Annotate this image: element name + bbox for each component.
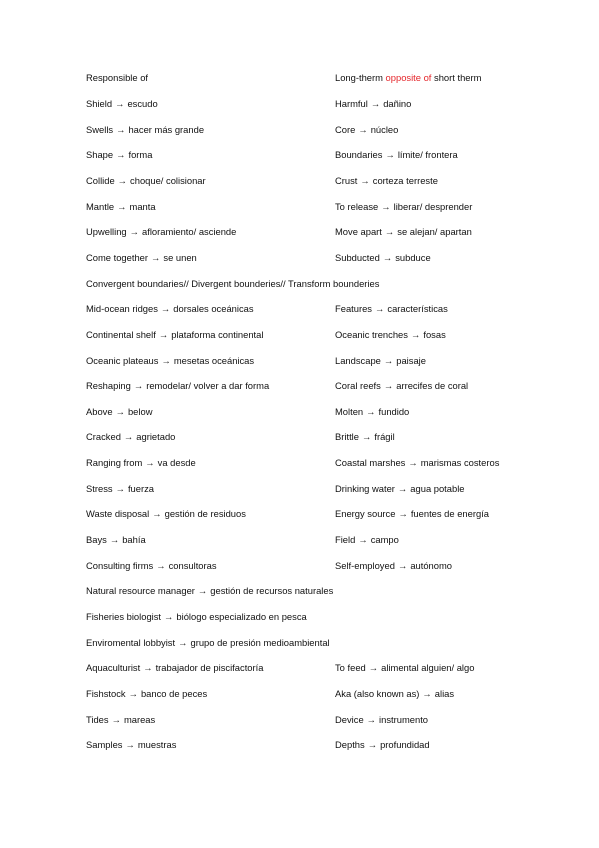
term-english: To feed [335,662,366,673]
term-spanish: banco de peces [140,688,208,699]
arrow-icon: → [115,98,125,109]
vocab-row [86,225,526,239]
vocab-full-entry [86,636,330,650]
arrow-icon: → [410,329,421,340]
term-english: Tides [86,714,109,725]
arrow-icon: → [117,201,127,212]
term-english: Cracked [86,431,121,442]
term-spanish: características [387,303,448,314]
term-english: Shield [86,98,113,109]
arrow-icon: → [375,303,385,314]
vocab-left-entry [86,738,176,752]
term-spanish: plataforma continental [171,329,264,340]
term-spanish: consultoras [168,560,217,571]
arrow-icon: → [397,560,408,571]
vocab-left-entry [86,456,196,470]
term-spanish: dorsales oceánicas [173,303,254,314]
term-english: Mantle [86,201,115,212]
term-english: Natural resource manager [86,585,195,596]
term-spanish: se unen [163,252,197,263]
vocab-left-entry [86,354,254,368]
term-english: Bays [86,534,107,545]
term-english: Continental shelf [86,329,156,340]
vocab-right-entry [335,123,398,137]
term-english: Features [335,303,372,314]
term-english: Ranging from [86,457,143,468]
term-spanish: subduce [395,252,431,263]
term-english: Boundaries [335,149,383,160]
term-english: Drinking water [335,483,395,494]
term-spanish: mareas [123,714,156,725]
term-spanish: corteza terreste [372,175,438,186]
term-spanish: agua potable [410,483,465,494]
vocab-right-entry [335,200,472,214]
vocab-left-entry [86,405,152,419]
vocab-row [86,636,526,650]
header-right-before: Long-therm [335,72,386,83]
term-english: Stress [86,483,113,494]
term-english: Samples [86,739,123,750]
term-english: Move apart [335,226,382,237]
vocab-row [86,584,526,598]
arrow-icon: → [367,739,378,750]
vocab-left-entry [86,97,158,111]
arrow-icon: → [381,201,391,212]
vocab-right-entry [335,738,430,752]
term-spanish: fuentes de energía [410,508,490,519]
vocab-left-entry [86,713,155,727]
term-spanish: liberar/ desprender [393,201,473,212]
vocab-right-entry [335,559,452,573]
term-spanish: forma [128,149,153,160]
arrow-icon: → [366,406,376,417]
arrow-icon: → [116,149,126,160]
vocab-row [86,251,526,265]
vocab-row [86,123,526,137]
term-spanish: límite/ frontera [397,149,458,160]
arrow-icon: → [161,355,171,366]
vocab-row [86,174,526,188]
arrow-icon: → [109,534,120,545]
vocab-right-entry [335,713,428,727]
vocab-right-entry [335,482,465,496]
header-left-text: Responsible of [86,72,149,83]
term-english: To release [335,201,379,212]
arrow-icon: → [398,508,408,519]
vocab-right-entry [335,354,426,368]
arrow-icon: → [143,662,153,673]
vocab-left-entry [86,482,154,496]
term-spanish: va desde [157,457,196,468]
term-spanish: escudo [127,98,158,109]
term-spanish: alimental alguien/ algo [381,662,475,673]
term-spanish: gestión de recursos naturales [210,585,334,596]
term-spanish: profundidad [380,739,430,750]
arrow-icon: → [422,688,432,699]
vocab-row [86,97,526,111]
term-spanish: frágil [374,431,395,442]
term-english: Consulting firms [86,560,154,571]
vocab-right-entry [335,405,409,419]
term-spanish: grupo de presión medioambiental [190,637,330,648]
term-english: Oceanic trenches [335,329,408,340]
vocab-right-entry [335,148,458,162]
arrow-icon: → [115,483,125,494]
vocab-right-entry [335,225,472,239]
arrow-icon: → [115,406,125,417]
vocab-left-entry [86,302,254,316]
arrow-icon: → [368,662,379,673]
term-english: Waste disposal [86,508,150,519]
term-english: Reshaping [86,380,131,391]
vocab-row [86,405,526,419]
arrow-icon: → [370,98,381,109]
term-spanish: gestión de residuos [164,508,246,519]
term-english: Brittle [335,431,359,442]
vocab-row [86,328,526,342]
header-highlight-text: opposite of [385,72,432,83]
vocab-row [86,354,526,368]
vocab-left-entry [86,174,206,188]
vocab-row [86,738,526,752]
vocab-full-entry [86,610,307,624]
term-spanish: fundido [378,406,410,417]
term-english: Swells [86,124,114,135]
header-row [86,71,526,85]
term-spanish: biólogo especializado en pesca [176,611,307,622]
vocab-row [86,430,526,444]
arrow-icon: → [123,431,134,442]
vocab-row [86,507,526,521]
term-english: Device [335,714,364,725]
vocab-right-entry [335,507,489,521]
vocab-row [86,713,526,727]
vocab-row [86,302,526,316]
arrow-icon: → [383,355,394,366]
term-english: Energy source [335,508,396,519]
vocab-right-entry [335,174,438,188]
term-spanish: fuerza [127,483,155,494]
vocab-left-entry [86,200,156,214]
term-english: Come together [86,252,149,263]
vocab-row [86,687,526,701]
vocab-left-entry [86,507,246,521]
arrow-icon: → [111,714,121,725]
term-spanish: afloramiento/ asciende [142,226,237,237]
term-spanish: se alejan/ apartan [397,226,472,237]
arrow-icon: → [382,252,393,263]
vocab-left-entry [86,430,175,444]
vocab-right-entry [335,328,446,342]
term-spanish: campo [370,534,399,545]
arrow-icon: → [383,380,394,391]
term-english: Self-employed [335,560,395,571]
vocab-right-entry [335,430,395,444]
arrow-icon: → [158,329,169,340]
vocab-left-entry [86,687,207,701]
term-english: Upwelling [86,226,127,237]
term-english: Crust [335,175,358,186]
vocab-left-entry [86,379,269,393]
vocab-row [86,610,526,624]
vocab-left-entry [86,533,146,547]
arrow-icon: → [125,739,135,750]
term-english: Coastal marshes [335,457,406,468]
arrow-icon: → [358,534,368,545]
vocab-full-entry [86,584,333,598]
arrow-icon: → [128,688,138,699]
vocab-right-entry [335,251,431,265]
vocab-left-entry [86,559,217,573]
term-spanish: autónomo [410,560,453,571]
arrow-icon: → [117,175,128,186]
arrow-icon: → [385,149,395,160]
vocab-right-entry [335,533,399,547]
term-english: Fisheries biologist [86,611,162,622]
term-spanish: fosas [423,329,446,340]
term-english: Mid-ocean ridges [86,303,158,314]
arrow-icon: → [145,457,155,468]
term-spanish: núcleo [370,124,399,135]
term-english: Core [335,124,356,135]
arrow-icon: → [151,252,161,263]
arrow-icon: → [384,226,395,237]
term-spanish: agrietado [136,431,176,442]
term-english: Subducted [335,252,380,263]
arrow-icon: → [408,457,418,468]
term-english: Aquaculturist [86,662,141,673]
vocab-right-entry [335,302,448,316]
term-spanish: dañino [383,98,412,109]
term-english: Aka (also known as) [335,688,420,699]
vocab-row [86,148,526,162]
vocab-row [86,559,526,573]
header-right-after: short therm [431,72,482,83]
term-spanish: alias [434,688,455,699]
term-spanish: hacer más grande [128,124,205,135]
arrow-icon: → [160,303,171,314]
arrow-icon: → [178,637,188,648]
arrow-icon: → [156,560,166,571]
term-spanish: choque/ colisionar [130,175,206,186]
vocab-left-entry [86,251,197,265]
arrow-icon: → [361,431,372,442]
vocab-right-entry [335,379,468,393]
vocab-full-line: Convergent boundaries// Divergent bounderies// Transform bounderies [86,278,380,289]
term-spanish: instrumento [379,714,429,725]
term-english: Oceanic plateaus [86,355,159,366]
term-english: Fishstock [86,688,126,699]
term-spanish: paisaje [396,355,426,366]
vocab-left-entry [86,225,236,239]
vocab-row [86,661,526,675]
term-spanish: arrecifes de coral [396,380,469,391]
term-english: Coral reefs [335,380,381,391]
arrow-icon: → [197,585,208,596]
arrow-icon: → [164,611,174,622]
vocab-left-entry [86,661,263,675]
vocab-row [86,482,526,496]
arrow-icon: → [152,508,162,519]
term-english: Harmful [335,98,368,109]
term-english: Landscape [335,355,381,366]
arrow-icon: → [397,483,408,494]
vocab-left-entry [86,328,263,342]
arrow-icon: → [129,226,140,237]
vocab-right-entry [335,687,454,701]
arrow-icon: → [366,714,377,725]
vocab-row [86,277,526,291]
term-spanish: mesetas oceánicas [173,355,255,366]
vocab-row [86,200,526,214]
header-right-text [335,71,481,85]
term-english: Above [86,406,113,417]
term-spanish: below [127,406,153,417]
term-spanish: marismas costeros [420,457,500,468]
vocab-left-entry [86,123,204,137]
vocab-row [86,533,526,547]
vocab-right-entry [335,97,411,111]
vocab-row [86,379,526,393]
term-spanish: muestras [137,739,177,750]
term-english: Molten [335,406,364,417]
vocab-row [86,456,526,470]
term-spanish: trabajador de piscifactoría [155,662,264,673]
term-english: Field [335,534,356,545]
term-english: Shape [86,149,114,160]
arrow-icon: → [133,380,144,391]
arrow-icon: → [116,124,126,135]
term-spanish: remodelar/ volver a dar forma [146,380,270,391]
vocab-right-entry [335,456,499,470]
term-english: Depths [335,739,365,750]
term-english: Collide [86,175,115,186]
term-english: Enviromental lobbyist [86,637,176,648]
term-spanish: manta [129,201,156,212]
vocab-right-entry [335,661,474,675]
term-spanish: bahía [122,534,146,545]
arrow-icon: → [360,175,370,186]
arrow-icon: → [358,124,368,135]
vocab-left-entry [86,148,152,162]
